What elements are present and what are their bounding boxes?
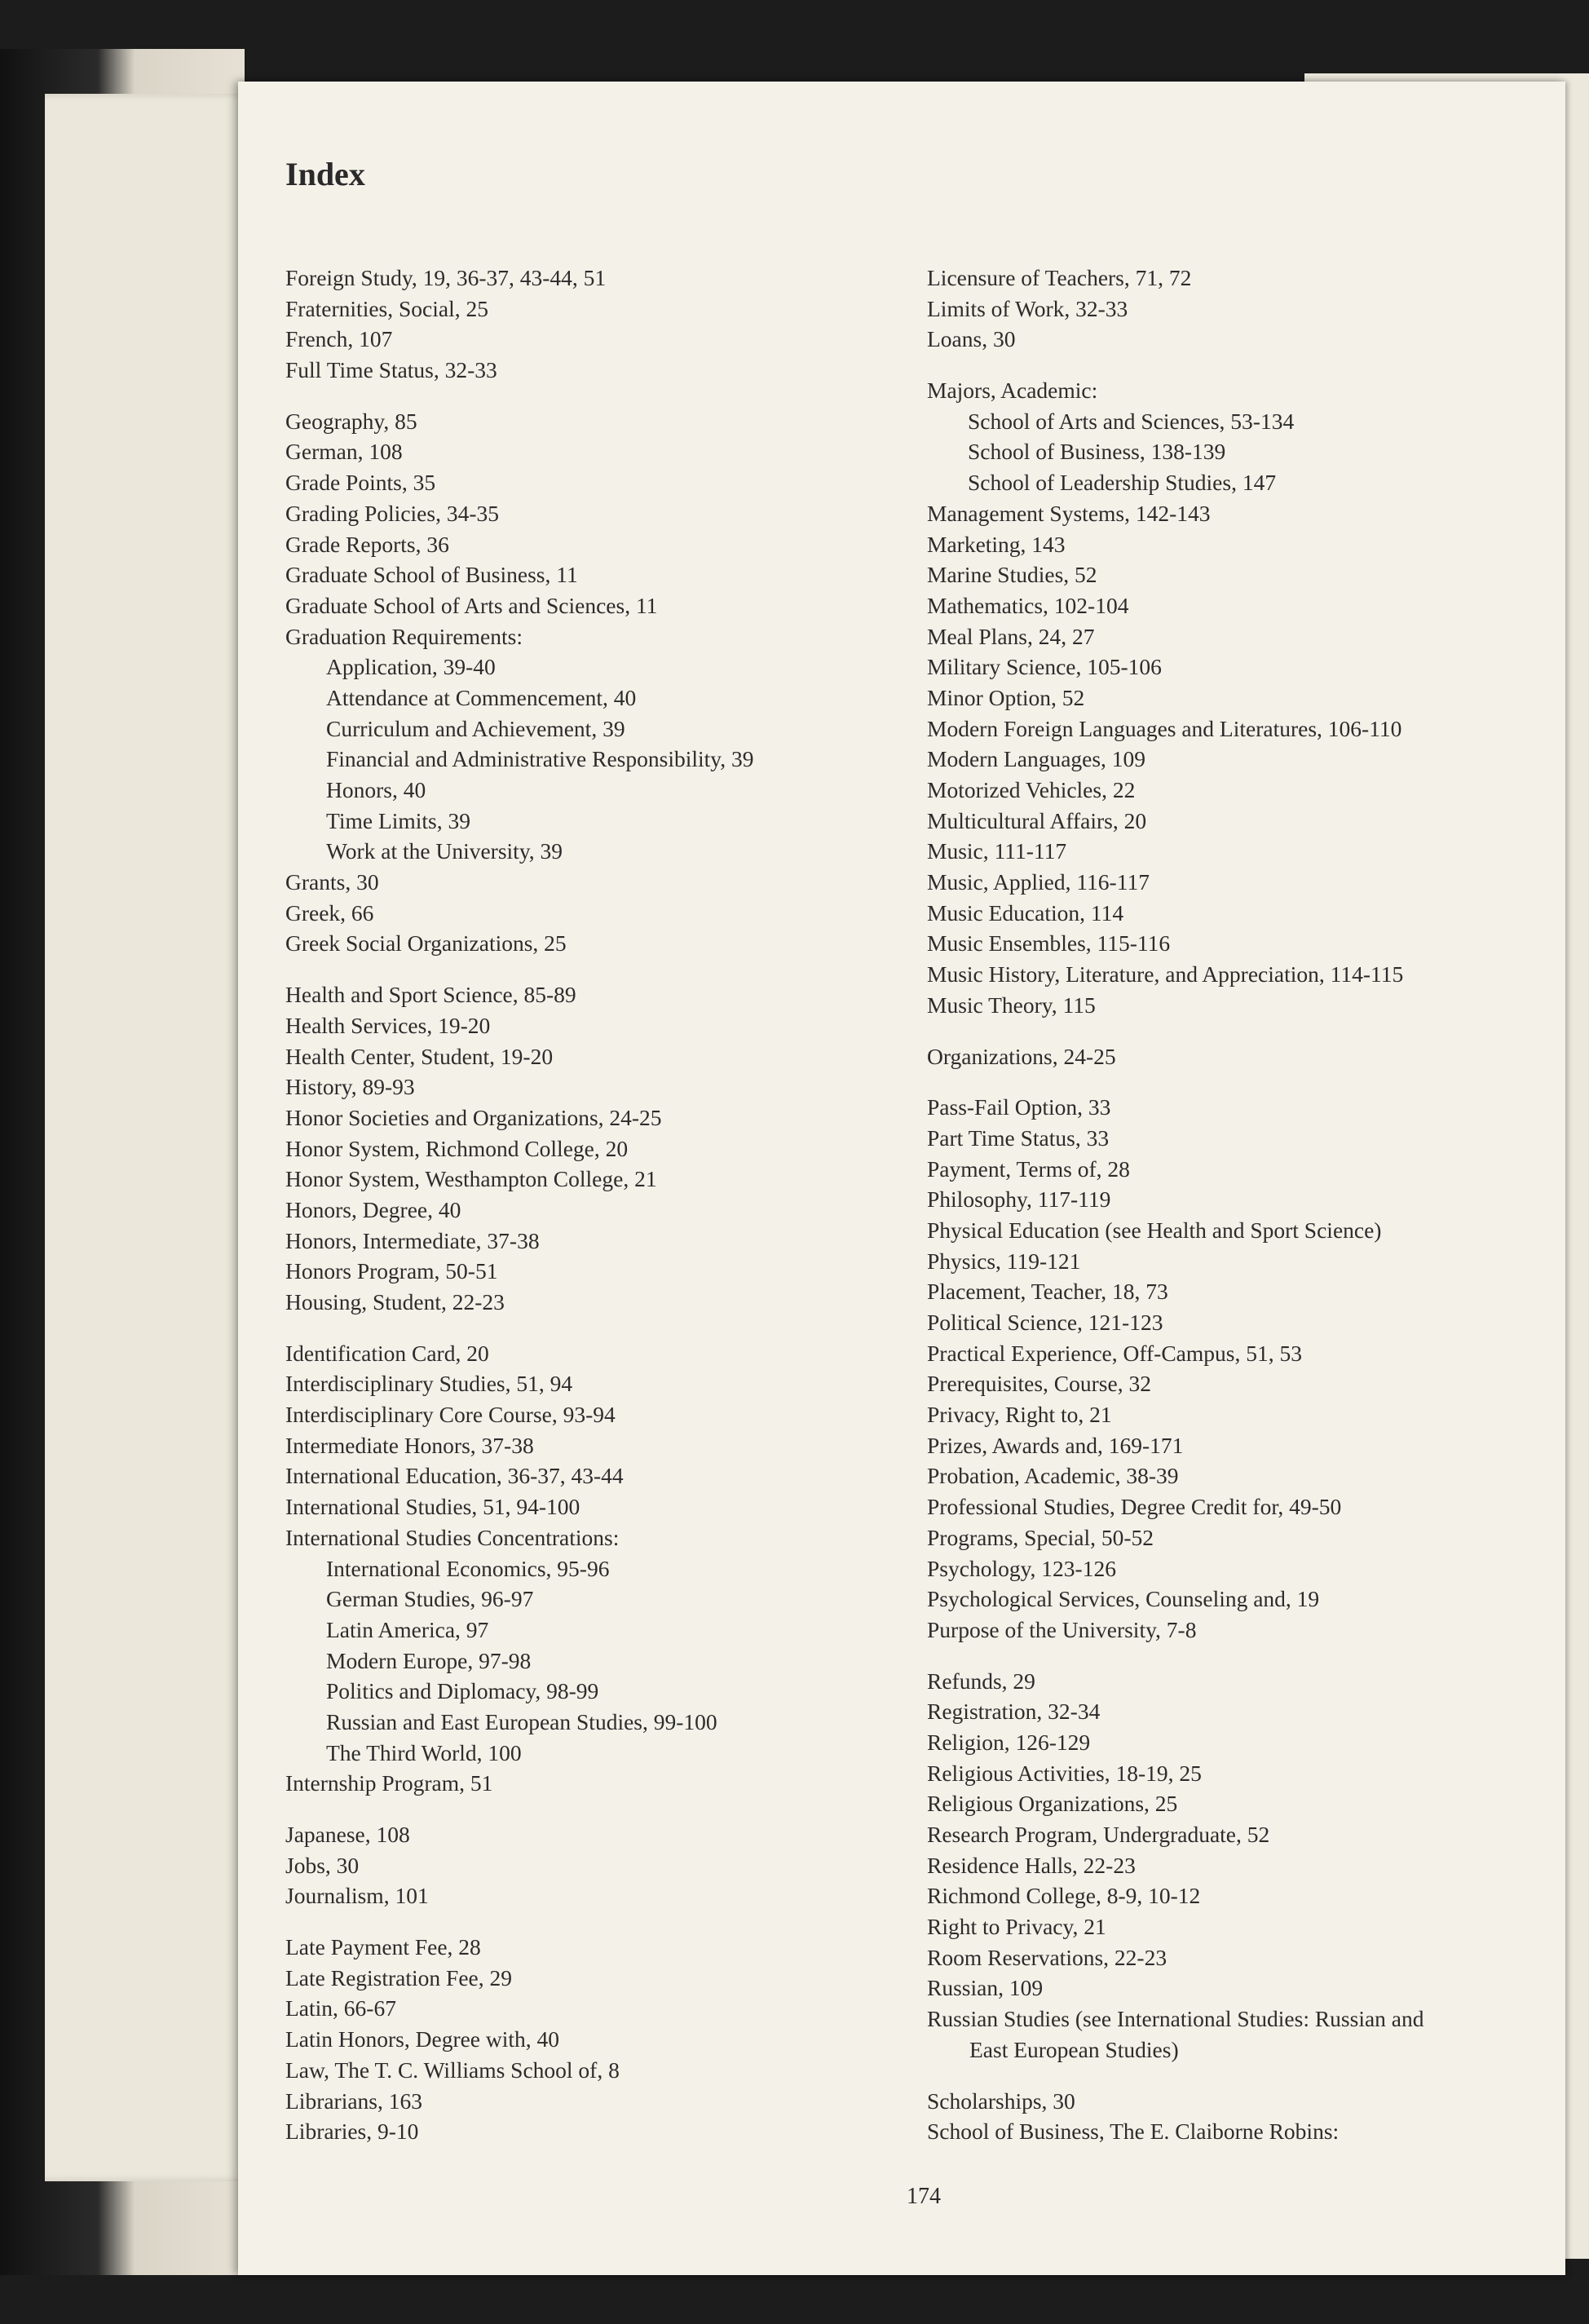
index-entry: Attendance at Commencement, 40 xyxy=(326,684,637,710)
index-entry: School of Business, 138-139 xyxy=(968,439,1226,465)
index-entry: Organizations, 24-25 xyxy=(927,1043,1116,1069)
index-entry: Scholarships, 30 xyxy=(927,2088,1075,2114)
previous-page-edge xyxy=(45,94,257,2181)
index-entry: Intermediate Honors, 37-38 xyxy=(285,1432,534,1458)
index-entry: Management Systems, 142-143 xyxy=(927,500,1211,526)
index-entry: Russian and East European Studies, 99-100 xyxy=(326,1708,717,1734)
index-entry: Grade Reports, 36 xyxy=(285,531,449,557)
index-entry: Honor Societies and Organizations, 24-25 xyxy=(285,1104,662,1130)
page-title: Index xyxy=(285,156,365,192)
index-entry: Privacy, Right to, 21 xyxy=(927,1402,1112,1428)
index-entry: Librarians, 163 xyxy=(285,2088,423,2114)
index-entry: Marine Studies, 52 xyxy=(927,562,1097,588)
index-entry: Room Reservations, 22-23 xyxy=(927,1944,1167,1970)
index-entry: Late Payment Fee, 28 xyxy=(285,1934,481,1960)
index-entry: Music Education, 114 xyxy=(927,899,1124,926)
index-entry: Full Time Status, 32-33 xyxy=(285,357,497,383)
index-entry: School of Business, The E. Claiborne Robins: xyxy=(927,2119,1340,2145)
index-entry: Grading Policies, 34-35 xyxy=(285,500,499,526)
index-entry: Latin America, 97 xyxy=(326,1616,489,1642)
index-entry: Religious Activities, 18-19, 25 xyxy=(927,1760,1202,1786)
index-entry: Honors, 40 xyxy=(326,777,426,802)
index-page xyxy=(238,82,1565,2275)
index-entry: School of Leadership Studies, 147 xyxy=(968,470,1277,496)
index-entry: Russian, 109 xyxy=(927,1975,1044,2001)
index-entry: Programs, Special, 50-52 xyxy=(927,1524,1154,1550)
index-entry: Greek, 66 xyxy=(285,899,374,926)
entry-spacer xyxy=(285,1318,905,1338)
index-entry: Physical Education (see Health and Sport Science) xyxy=(927,1217,1382,1243)
index-entry: Psychology, 123-126 xyxy=(927,1555,1116,1581)
index-entry: Law, The T. C. Williams School of, 8 xyxy=(285,2057,620,2083)
index-entry: Japanese, 108 xyxy=(285,1822,410,1847)
index-entry: Philosophy, 117-119 xyxy=(927,1186,1111,1213)
index-entry: German Studies, 96-97 xyxy=(326,1586,534,1612)
page-number: 174 xyxy=(907,2184,941,2209)
index-entry: Mathematics, 102-104 xyxy=(927,592,1129,618)
entry-spacer xyxy=(285,959,905,979)
index-entry: Professional Studies, Degree Credit for, 49-50 xyxy=(927,1494,1342,1520)
index-entry: Geography, 85 xyxy=(285,408,417,434)
entry-spacer xyxy=(927,1071,1547,1092)
index-column-left xyxy=(285,263,905,2147)
index-entry: Identification Card, 20 xyxy=(285,1340,489,1366)
index-entry: Time Limits, 39 xyxy=(326,807,471,833)
index-entry: Minor Option, 52 xyxy=(927,684,1085,710)
index-entry: Modern Europe, 97-98 xyxy=(326,1647,532,1673)
entry-spacer xyxy=(927,1021,1547,1041)
index-entry: Music Theory, 115 xyxy=(927,992,1096,1018)
index-entry: Music, 111-117 xyxy=(927,838,1067,864)
index-entry: Housing, Student, 22-23 xyxy=(285,1289,505,1314)
index-entry: Russian Studies (see International Studies: Russian and xyxy=(927,2006,1424,2032)
index-entry: International Education, 36-37, 43-44 xyxy=(285,1463,624,1489)
index-entry: Licensure of Teachers, 71, 72 xyxy=(927,265,1192,290)
index-entry: Research Program, Undergraduate, 52 xyxy=(927,1822,1270,1847)
index-entry: Marketing, 143 xyxy=(927,531,1066,557)
index-column-right xyxy=(927,263,1547,2147)
index-entry: Practical Experience, Off-Campus, 51, 53 xyxy=(927,1340,1302,1366)
index-entry: Grade Points, 35 xyxy=(285,470,436,496)
index-entry: Honors, Intermediate, 37-38 xyxy=(285,1227,540,1253)
index-entry: Physics, 119-121 xyxy=(927,1248,1081,1274)
index-entry: Psychological Services, Counseling and, 19 xyxy=(927,1586,1320,1612)
index-entry: International Studies, 51, 94-100 xyxy=(285,1494,580,1520)
index-entry: Interdisciplinary Studies, 51, 94 xyxy=(285,1371,573,1397)
index-entry: Libraries, 9-10 xyxy=(285,2119,419,2145)
index-entry: Interdisciplinary Core Course, 93-94 xyxy=(285,1402,616,1428)
index-entry: Music History, Literature, and Appreciation, 114-115 xyxy=(927,961,1404,987)
index-entry: Internship Program, 51 xyxy=(285,1770,493,1796)
entry-spacer xyxy=(285,1911,905,1932)
index-entry: Honor System, Richmond College, 20 xyxy=(285,1135,629,1161)
index-entry: Registration, 32-34 xyxy=(927,1699,1101,1725)
index-entry: School of Arts and Sciences, 53-134 xyxy=(968,408,1295,434)
entry-spacer xyxy=(927,1646,1547,1666)
index-entry: Multicultural Affairs, 20 xyxy=(927,807,1147,833)
index-entry: History, 89-93 xyxy=(285,1074,415,1100)
entry-spacer xyxy=(927,2066,1547,2086)
index-entry: Financial and Administrative Responsibility, 39 xyxy=(326,746,754,772)
index-entry: Health Center, Student, 19-20 xyxy=(285,1043,554,1069)
index-entry: Limits of Work, 32-33 xyxy=(927,295,1128,321)
index-entry: Graduate School of Arts and Sciences, 11 xyxy=(285,592,658,618)
index-entry: Refunds, 29 xyxy=(927,1668,1035,1694)
index-entry: International Studies Concentrations: xyxy=(285,1524,620,1550)
index-entry: International Economics, 95-96 xyxy=(326,1555,610,1581)
index-entry: Graduation Requirements: xyxy=(285,623,523,649)
index-entry: French, 107 xyxy=(285,326,393,352)
index-entry: Payment, Terms of, 28 xyxy=(927,1155,1130,1182)
index-entry: Music Ensembles, 115-116 xyxy=(927,930,1171,957)
index-entry: East European Studies) xyxy=(969,2036,1179,2062)
index-entry: Religious Organizations, 25 xyxy=(927,1791,1178,1817)
index-entry: Military Science, 105-106 xyxy=(927,654,1162,680)
index-entry: Application, 39-40 xyxy=(326,654,496,680)
index-entry: Modern Foreign Languages and Literatures, 106-110 xyxy=(927,715,1402,741)
entry-spacer xyxy=(285,386,905,406)
entry-spacer xyxy=(285,1799,905,1819)
index-entry: Honors Program, 50-51 xyxy=(285,1258,498,1284)
index-entry: Religion, 126-129 xyxy=(927,1729,1091,1755)
index-entry: Majors, Academic: xyxy=(927,378,1098,404)
index-entry: Pass-Fail Option, 33 xyxy=(927,1094,1111,1120)
index-entry: Journalism, 101 xyxy=(285,1883,429,1909)
index-entry: Foreign Study, 19, 36-37, 43-44, 51 xyxy=(285,265,607,290)
index-entry: Jobs, 30 xyxy=(285,1852,360,1878)
index-entry: Prizes, Awards and, 169-171 xyxy=(927,1432,1184,1458)
index-entry: Residence Halls, 22-23 xyxy=(927,1852,1136,1878)
index-entry: Greek Social Organizations, 25 xyxy=(285,930,567,957)
index-entry: Placement, Teacher, 18, 73 xyxy=(927,1279,1168,1305)
index-entry: German, 108 xyxy=(285,439,403,465)
index-entry: Health and Sport Science, 85-89 xyxy=(285,982,576,1008)
index-entry: Fraternities, Social, 25 xyxy=(285,295,488,321)
entry-spacer xyxy=(927,355,1547,375)
index-entry: Political Science, 121-123 xyxy=(927,1310,1163,1335)
index-entry: Curriculum and Achievement, 39 xyxy=(326,715,625,741)
index-entry: Work at the University, 39 xyxy=(326,838,563,864)
index-entry: Late Registration Fee, 29 xyxy=(285,1964,512,1990)
index-entry: Right to Privacy, 21 xyxy=(927,1914,1106,1940)
index-entry: Purpose of the University, 7-8 xyxy=(927,1616,1197,1642)
index-entry: Motorized Vehicles, 22 xyxy=(927,777,1136,802)
index-entry: Part Time Status, 33 xyxy=(927,1124,1110,1151)
index-entry: Honor System, Westhampton College, 21 xyxy=(285,1166,657,1192)
index-entry: Music, Applied, 116-117 xyxy=(927,869,1150,895)
index-entry: Graduate School of Business, 11 xyxy=(285,562,578,588)
index-entry: Latin Honors, Degree with, 40 xyxy=(285,2026,560,2052)
index-entry: Richmond College, 8-9, 10-12 xyxy=(927,1883,1201,1909)
index-entry: Modern Languages, 109 xyxy=(927,746,1146,772)
index-entry: The Third World, 100 xyxy=(326,1739,522,1765)
index-entry: Latin, 66-67 xyxy=(285,1995,396,2021)
index-entry: Prerequisites, Course, 32 xyxy=(927,1371,1151,1397)
index-entry: Probation, Academic, 38-39 xyxy=(927,1463,1179,1489)
index-entry: Meal Plans, 24, 27 xyxy=(927,623,1095,649)
index-entry: Politics and Diplomacy, 98-99 xyxy=(326,1678,599,1704)
index-entry: Grants, 30 xyxy=(285,869,379,895)
index-entry: Health Services, 19-20 xyxy=(285,1012,491,1038)
index-entry: Loans, 30 xyxy=(927,326,1016,352)
index-entry: Honors, Degree, 40 xyxy=(285,1196,461,1222)
